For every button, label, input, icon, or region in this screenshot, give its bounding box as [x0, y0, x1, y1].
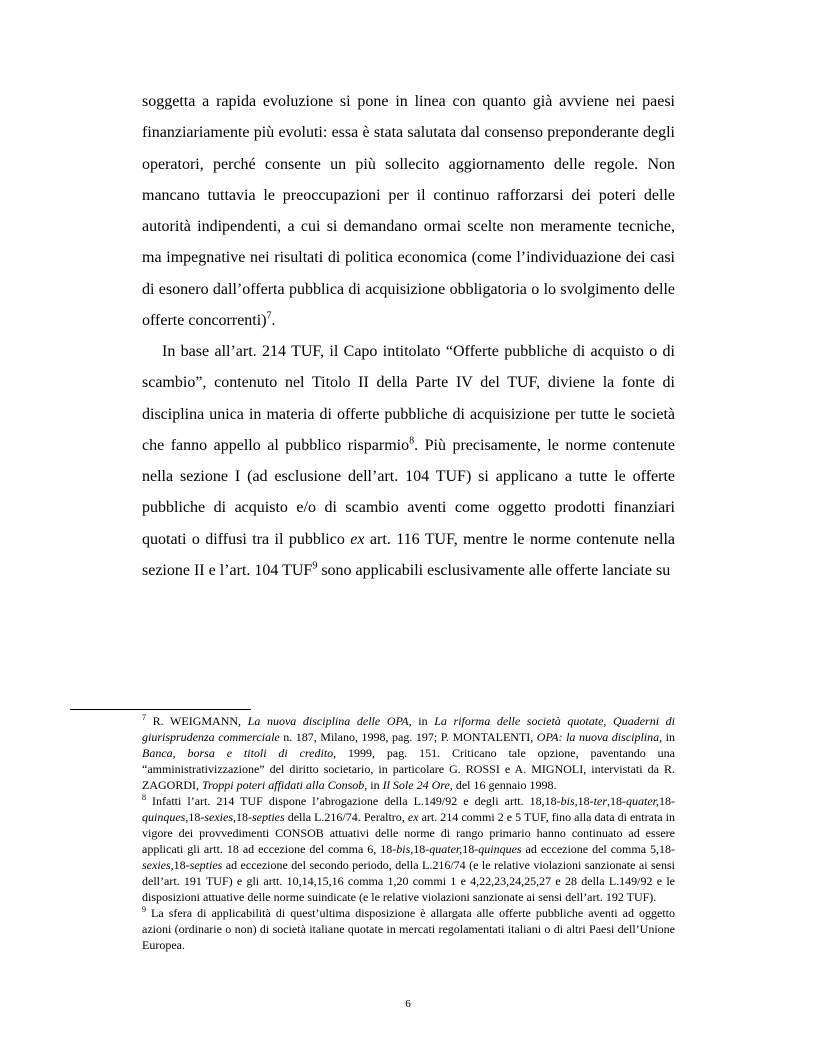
footnote-8: $^8$ Infatti l’art. 214 TUF dispone l’abrogazione della L.149/92 e degli artt. 18,18-bis,18-ter,18-quater,18-quinques,18-sexies,18-septies della L.216/74. Peraltro, ex art. 214 commi 2 e 5 TUF, fino alla data di entrata in vigore dei provvedimenti CONSOB attuativi delle norme di rango primario hanno continuato ad essere applicati gli artt. 18 ad eccezione del comma 6, 18-bis,18-quater,18-quinques ad eccezione del comma 5,18-sexies,18-septies ad eccezione del secondo periodo, della L.216/74 (e le relative violazioni sanzionate ai sensi dell’art. 191 TUF) e gli artt. 10,14,15,16 comma 1,20 commi 1 e 4,22,23,24,25,27 e 28 della L.149/92 e le disposizioni attuative delle norme suindicate (e le relative violazioni sanzionate ai sensi dell’art. 192 TUF). [142, 793, 675, 904]
footnote-ref-7[interactable]: 7 [266, 310, 272, 322]
paragraph-1: soggetta a rapida evoluzione si pone in linea con quanto già avviene nei paesi finanziariamente più evoluti: essa è stata salutata dal consenso preponderante degli operatori, perché consente un più sollecito aggiornamento delle regole. Non mancano tuttavia le preoccupazioni per il continuo rafforzarsi dei poteri delle autorità indipendenti, a cui si demandano ormai scelte non meramente tecniche, ma impegnative nei risultati di politica economica (come l’individuazione dei casi di esonero dall’offerta pubblica di acquisizione obbligatoria o lo svolgimento delle offerte concorrenti)$^7$. [142, 93, 675, 329]
page-number: 6 [405, 998, 411, 1010]
footnote-9: $^9$ La sfera di applicabilità di quest’ultima disposizione è allargata alle offerte pubbliche aventi ad oggetto azioni (ordinarie o non) di società italiane quotate in mercati regolamentati italiani o di altri Paesi dell’Unione Europea. [142, 905, 675, 952]
footnote-7: $^7$ R. WEIGMANN, La nuova disciplina delle OPA, in La riforma delle società quotate, Quaderni di giurisprudenza commerciale n. 187, Milano, 1998, pag. 197; P. MONTALENTI, OPA: la nuova disciplina, in Banca, borsa e titoli di credito, 1999, pag. 151. Criticano tale opzione, paventando una “amministrativizzazione” del diritto societario, in particolare G. ROSSI e A. MIGNOLI, intervistati da R. ZAGORDI, Troppi poteri affidati alla Consob, in Il Sole 24 Ore, del 16 gennaio 1998. [142, 713, 675, 792]
footnote-ref-8[interactable]: 8 [409, 435, 415, 447]
paragraph-2: In base all’art. 214 TUF, il Capo intitolato “Offerte pubbliche di acquisto o di scambio”, contenuto nel Titolo II della Parte IV del TUF, diviene la fonte di disciplina unica in materia di offerte pubbliche di acquisizione per tutte le società che fanno appello al pubblico risparmio$^8$. Più precisamente, le norme contenute nella sezione I (ad esclusione dell’art. 104 TUF) si applicano a tutte le offerte pubbliche di acquisto e/o di scambio aventi come oggetto prodotti finanziari quotati o diffusi tra il pubblico ex art. 116 TUF, mentre le norme contenute nella sezione II e l’art. 104 TUF$^9$ sono applicabili esclusivamente alle offerte lanciate su [142, 343, 675, 579]
main-text [142, 86, 675, 586]
footnote-ref-9[interactable]: 9 [312, 560, 318, 572]
footnotes [142, 713, 675, 953]
footnote-separator [70, 709, 251, 710]
